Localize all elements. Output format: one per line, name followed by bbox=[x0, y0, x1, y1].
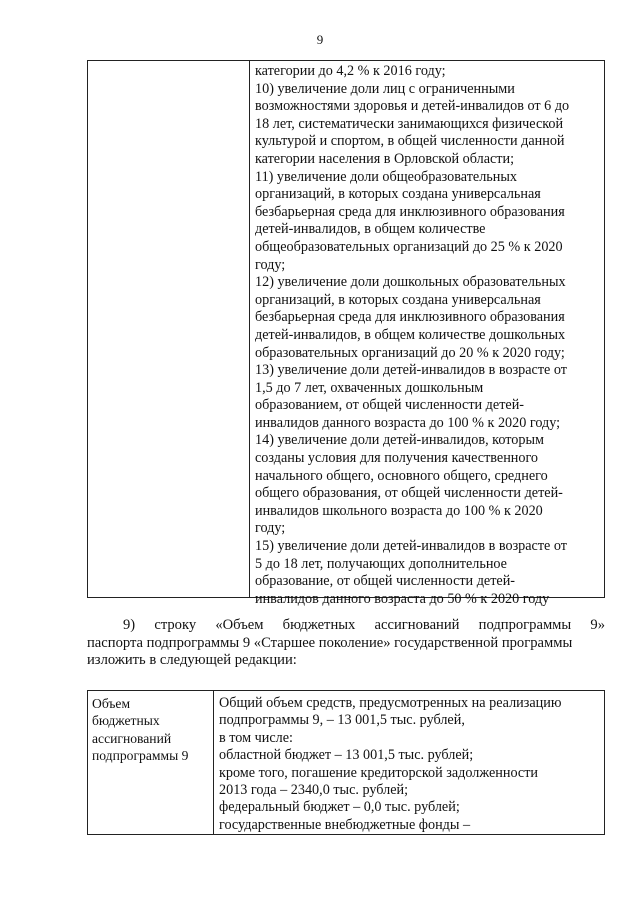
table-column-divider bbox=[249, 61, 250, 597]
text-line: образование, от общей численности детей- bbox=[255, 573, 516, 590]
table-column-divider bbox=[213, 691, 214, 834]
text-line: Общий объем средств, предусмотренных на реализацию bbox=[219, 695, 562, 711]
text-line: году; bbox=[255, 256, 286, 273]
text-line: 10) увеличение доли лиц с ограниченными bbox=[255, 80, 515, 97]
text-line: государственные внебюджетные фонды – bbox=[219, 816, 471, 833]
text-line: возможностями здоровья и детей-инвалидов от 6 до bbox=[255, 98, 570, 115]
text-line: 11) увеличение доли общеобразовательных bbox=[255, 168, 517, 185]
budget-table bbox=[87, 690, 605, 835]
indicators-cell bbox=[255, 63, 601, 608]
text-line: ассигнований bbox=[92, 730, 172, 746]
text-line: паспорта подпрограммы 9 «Старшее поколение» государственной программы bbox=[87, 634, 573, 651]
text-line: общего образования, от общей численности детей- bbox=[255, 485, 563, 502]
text-line: 9) строку «Объем бюджетных ассигнований подпрограммы 9» bbox=[123, 617, 605, 633]
text-line: 5 до 18 лет, получающих дополнительное bbox=[255, 555, 507, 572]
text-line: изложить в следующей редакции: bbox=[87, 652, 297, 669]
text-line: 15) увеличение доли детей-инвалидов в возрасте от bbox=[255, 538, 568, 555]
text-line: образовательных организаций до 20 % к 2020 году; bbox=[255, 344, 565, 361]
text-line: культурой и спортом, в общей численности данной bbox=[255, 133, 565, 150]
text-line: подпрограммы 9, – 13 001,5 тыс. рублей, bbox=[219, 712, 465, 729]
text-line: 18 лет, систематически занимающихся физической bbox=[255, 115, 564, 132]
text-line: году; bbox=[255, 520, 286, 537]
text-line: инвалидов данного возраста до 100 % к 2020 году; bbox=[255, 414, 561, 431]
text-line: подпрограммы 9 bbox=[92, 748, 189, 764]
text-line: начального общего, основного общего, среднего bbox=[255, 467, 548, 484]
text-line: созданы условия для получения качественного bbox=[255, 450, 539, 467]
page-number: 9 bbox=[316, 32, 324, 47]
text-line: 14) увеличение доли детей-инвалидов, которым bbox=[255, 432, 544, 449]
text-line: инвалидов школьного возраста до 100 % к 2020 bbox=[255, 502, 543, 519]
amendment-paragraph bbox=[87, 617, 605, 670]
budget-label-cell bbox=[92, 695, 210, 765]
text-line: детей-инвалидов, в общем количестве bbox=[255, 221, 486, 238]
text-line: организаций, в которых создана универсальная bbox=[255, 186, 541, 203]
text-line: Объем bbox=[92, 696, 131, 711]
text-line: в том числе: bbox=[219, 729, 293, 746]
text-line: 13) увеличение доли детей-инвалидов в возрасте от bbox=[255, 362, 568, 379]
text-line: категории населения в Орловской области; bbox=[255, 150, 515, 167]
text-line: безбарьерная среда для инклюзивного образования bbox=[255, 309, 565, 326]
text-line: общеобразовательных организаций до 25 % к 2020 bbox=[255, 238, 563, 255]
text-line: 2013 года – 2340,0 тыс. рублей; bbox=[219, 782, 409, 799]
text-line: образованием, от общей численности детей- bbox=[255, 397, 525, 414]
text-line: областной бюджет – 13 001,5 тыс. рублей; bbox=[219, 747, 474, 764]
text-line: инвалидов данного возраста до 50 % к 2020 году bbox=[255, 590, 550, 607]
budget-content-cell bbox=[219, 695, 601, 834]
text-line: организаций, в которых создана универсальная bbox=[255, 291, 541, 308]
text-line: безбарьерная среда для инклюзивного образования bbox=[255, 203, 565, 220]
indicators-table bbox=[87, 60, 605, 607]
text-line: бюджетных bbox=[92, 713, 160, 729]
text-line: федеральный бюджет – 0,0 тыс. рублей; bbox=[219, 799, 460, 816]
text-line: детей-инвалидов, в общем количестве дошкольных bbox=[255, 326, 566, 343]
text-line: категории до 4,2 % к 2016 году; bbox=[255, 63, 446, 79]
text-line: 1,5 до 7 лет, охваченных дошкольным bbox=[255, 379, 484, 396]
text-line: 12) увеличение доли дошкольных образовательных bbox=[255, 274, 566, 291]
text-line: кроме того, погашение кредиторской задолженности bbox=[219, 764, 538, 781]
